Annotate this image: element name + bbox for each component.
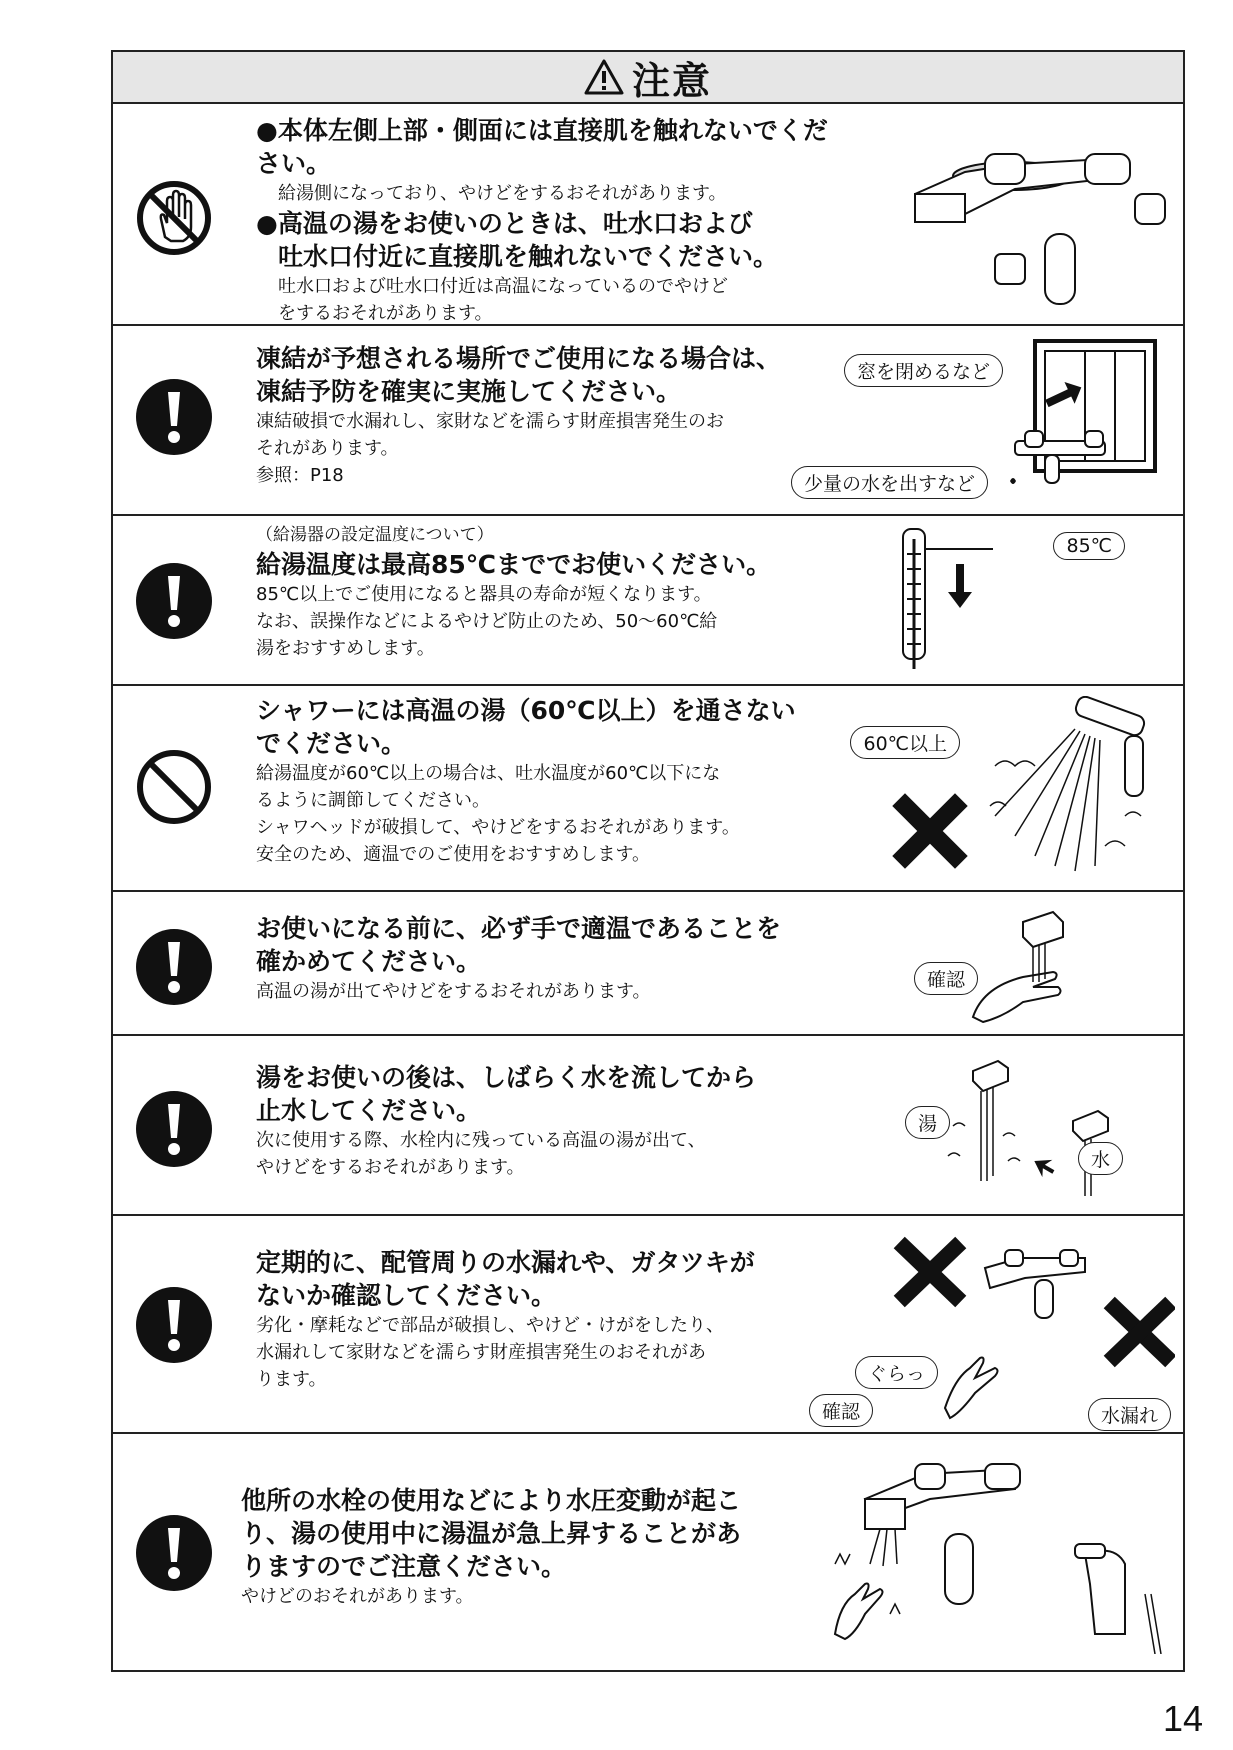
row-3-body-1: 85℃以上でご使用になると器具の寿命が短くなります。 — [256, 584, 712, 605]
header-title: 注意 — [631, 58, 712, 103]
row-4-heading-1: シャワーには高温の湯（60℃以上）を通さない — [256, 696, 796, 725]
row-8-heading-2: り、湯の使用中に湯温が急上昇することがあ — [241, 1519, 742, 1548]
row-8-body-1: やけどのおそれがあります。 — [241, 1586, 474, 1607]
pressure-change-faucet-illustration — [815, 1454, 1175, 1654]
faucet-hot-side-illustration — [905, 124, 1175, 314]
row-5-body-1: 高温の湯が出てやけどをするおそれがあります。 — [256, 981, 651, 1002]
row-7-text — [256, 1246, 843, 1393]
warning-triangle-icon — [584, 59, 624, 95]
row-3-caption: （給湯器の設定温度について） — [256, 525, 494, 545]
thermometer-icon — [893, 524, 993, 674]
row-3-body-3: 湯をおすすめします。 — [256, 638, 435, 659]
row-7-body-3: ります。 — [256, 1369, 327, 1390]
row-4-body-3: シャワヘッドが破損して、やけどをするおそれがあります。 — [256, 817, 740, 838]
caution-row-7 — [113, 1216, 1183, 1434]
row-6-body-2: やけどをするおそれがあります。 — [256, 1157, 525, 1178]
mandatory-icon — [135, 1514, 213, 1592]
row-6-text — [256, 1061, 843, 1181]
mandatory-icon — [135, 1090, 213, 1168]
check-label: 確認 — [914, 962, 978, 995]
row-4-heading-2: でください。 — [256, 729, 407, 758]
row-4-body-2: るように調節してください。 — [256, 790, 490, 811]
row-1-heading-3: 吐水口付近に直接肌を触れないでください。 — [278, 242, 779, 271]
row-3-text — [256, 522, 843, 662]
window-and-faucet-illustration — [975, 331, 1175, 501]
hand-check-water-illustration — [963, 907, 1083, 1027]
row-2-heading-1: 凍結が予想される場所でご使用になる場合は、 — [256, 344, 782, 373]
row-3-body-2: なお、誤操作などによるやけど防止のため、50～60℃給 — [256, 611, 718, 632]
row-1-heading-2: ●高温の湯をお使いのときは、吐水口および — [256, 209, 753, 238]
shower-spray-illustration — [875, 696, 1175, 886]
row-7-body-2: 水漏れして家財などを濡らす財産損害発生のおそれがあ — [256, 1342, 706, 1363]
row-6-heading-1: 湯をお使いの後は、しばらく水を流してから — [256, 1063, 757, 1092]
row-3-heading: 給湯温度は最高85℃まででお使いください。 — [256, 550, 772, 579]
no-touch-icon — [135, 179, 213, 257]
caution-row-6 — [113, 1036, 1183, 1216]
caution-row-4 — [113, 686, 1183, 892]
row-2-body-2: それがあります。 — [256, 438, 399, 459]
row-1-body-3: をするおそれがあります。 — [278, 303, 493, 324]
row-1-body-2: 吐水口および吐水口付近は高温になっているのでやけど — [278, 276, 728, 297]
prohibition-icon — [135, 748, 213, 826]
page-number: 14 — [1162, 1698, 1203, 1739]
close-window-label: 窓を閉めるなど — [844, 354, 1003, 387]
row-1-heading-1: ●本体左側上部・側面には直接肌を触れないでください。 — [256, 116, 828, 178]
mandatory-icon — [135, 928, 213, 1006]
row-4-body-4: 安全のため、適温でのご使用をおすすめします。 — [256, 844, 651, 865]
mandatory-icon — [135, 562, 213, 640]
row-1-body-1: 給湯側になっており、やけどをするおそれがあります。 — [278, 183, 727, 204]
caution-row-3 — [113, 516, 1183, 686]
row-6-heading-2: 止水してください。 — [256, 1096, 482, 1125]
row-7-heading-2: ないか確認してください。 — [256, 1281, 557, 1310]
wobble-label: ぐらっ — [855, 1356, 938, 1389]
small-water-flow-label: 少量の水を出すなど — [791, 466, 988, 499]
caution-row-2 — [113, 326, 1183, 516]
water-leak-label: 水漏れ — [1088, 1398, 1171, 1431]
hot-water-tag: 湯 — [905, 1106, 950, 1139]
row-4-text — [256, 694, 843, 868]
cold-water-tag: 水 — [1078, 1142, 1123, 1175]
row-1-text — [256, 114, 843, 327]
row-8-text — [241, 1484, 843, 1610]
row-8-heading-1: 他所の水栓の使用などにより水圧変動が起こ — [241, 1486, 742, 1515]
caution-row-8 — [113, 1434, 1183, 1672]
caution-frame — [111, 50, 1185, 1672]
caution-row-5 — [113, 892, 1183, 1036]
row-7-heading-1: 定期的に、配管周りの水漏れや、ガタツキが — [256, 1248, 755, 1277]
row-2-text — [256, 342, 843, 489]
caution-row-1 — [113, 104, 1183, 326]
hot-then-cold-water-illustration — [923, 1056, 1123, 1206]
row-5-heading-1: お使いになる前に、必ず手で適温であることを — [256, 914, 782, 943]
hot-water-label: 60℃以上 — [850, 726, 960, 759]
row-7-body-1: 劣化・摩耗などで部品が破損し、やけど・けがをしたり、 — [256, 1315, 724, 1336]
check-label-2: 確認 — [809, 1394, 873, 1427]
row-2-body-1: 凍結破損で水漏れし、家財などを濡らす財産損害発生のお — [256, 411, 724, 432]
row-8-heading-3: りますのでご注意ください。 — [241, 1552, 567, 1581]
row-2-body-3: 参照：P18 — [256, 465, 344, 486]
mandatory-icon — [135, 378, 213, 456]
mandatory-icon — [135, 1286, 213, 1364]
row-2-heading-2: 凍結予防を確実に実施してください。 — [256, 377, 682, 406]
max-temp-label: 85℃ — [1053, 532, 1125, 560]
row-5-heading-2: 確かめてください。 — [256, 947, 482, 976]
row-6-body-1: 次に使用する際、水栓内に残っている高温の湯が出て、 — [256, 1130, 706, 1151]
row-4-body-1: 給湯温度が60℃以上の場合は、吐水温度が60℃以下にな — [256, 763, 721, 784]
caution-header — [113, 52, 1183, 104]
row-5-text — [256, 912, 843, 1005]
